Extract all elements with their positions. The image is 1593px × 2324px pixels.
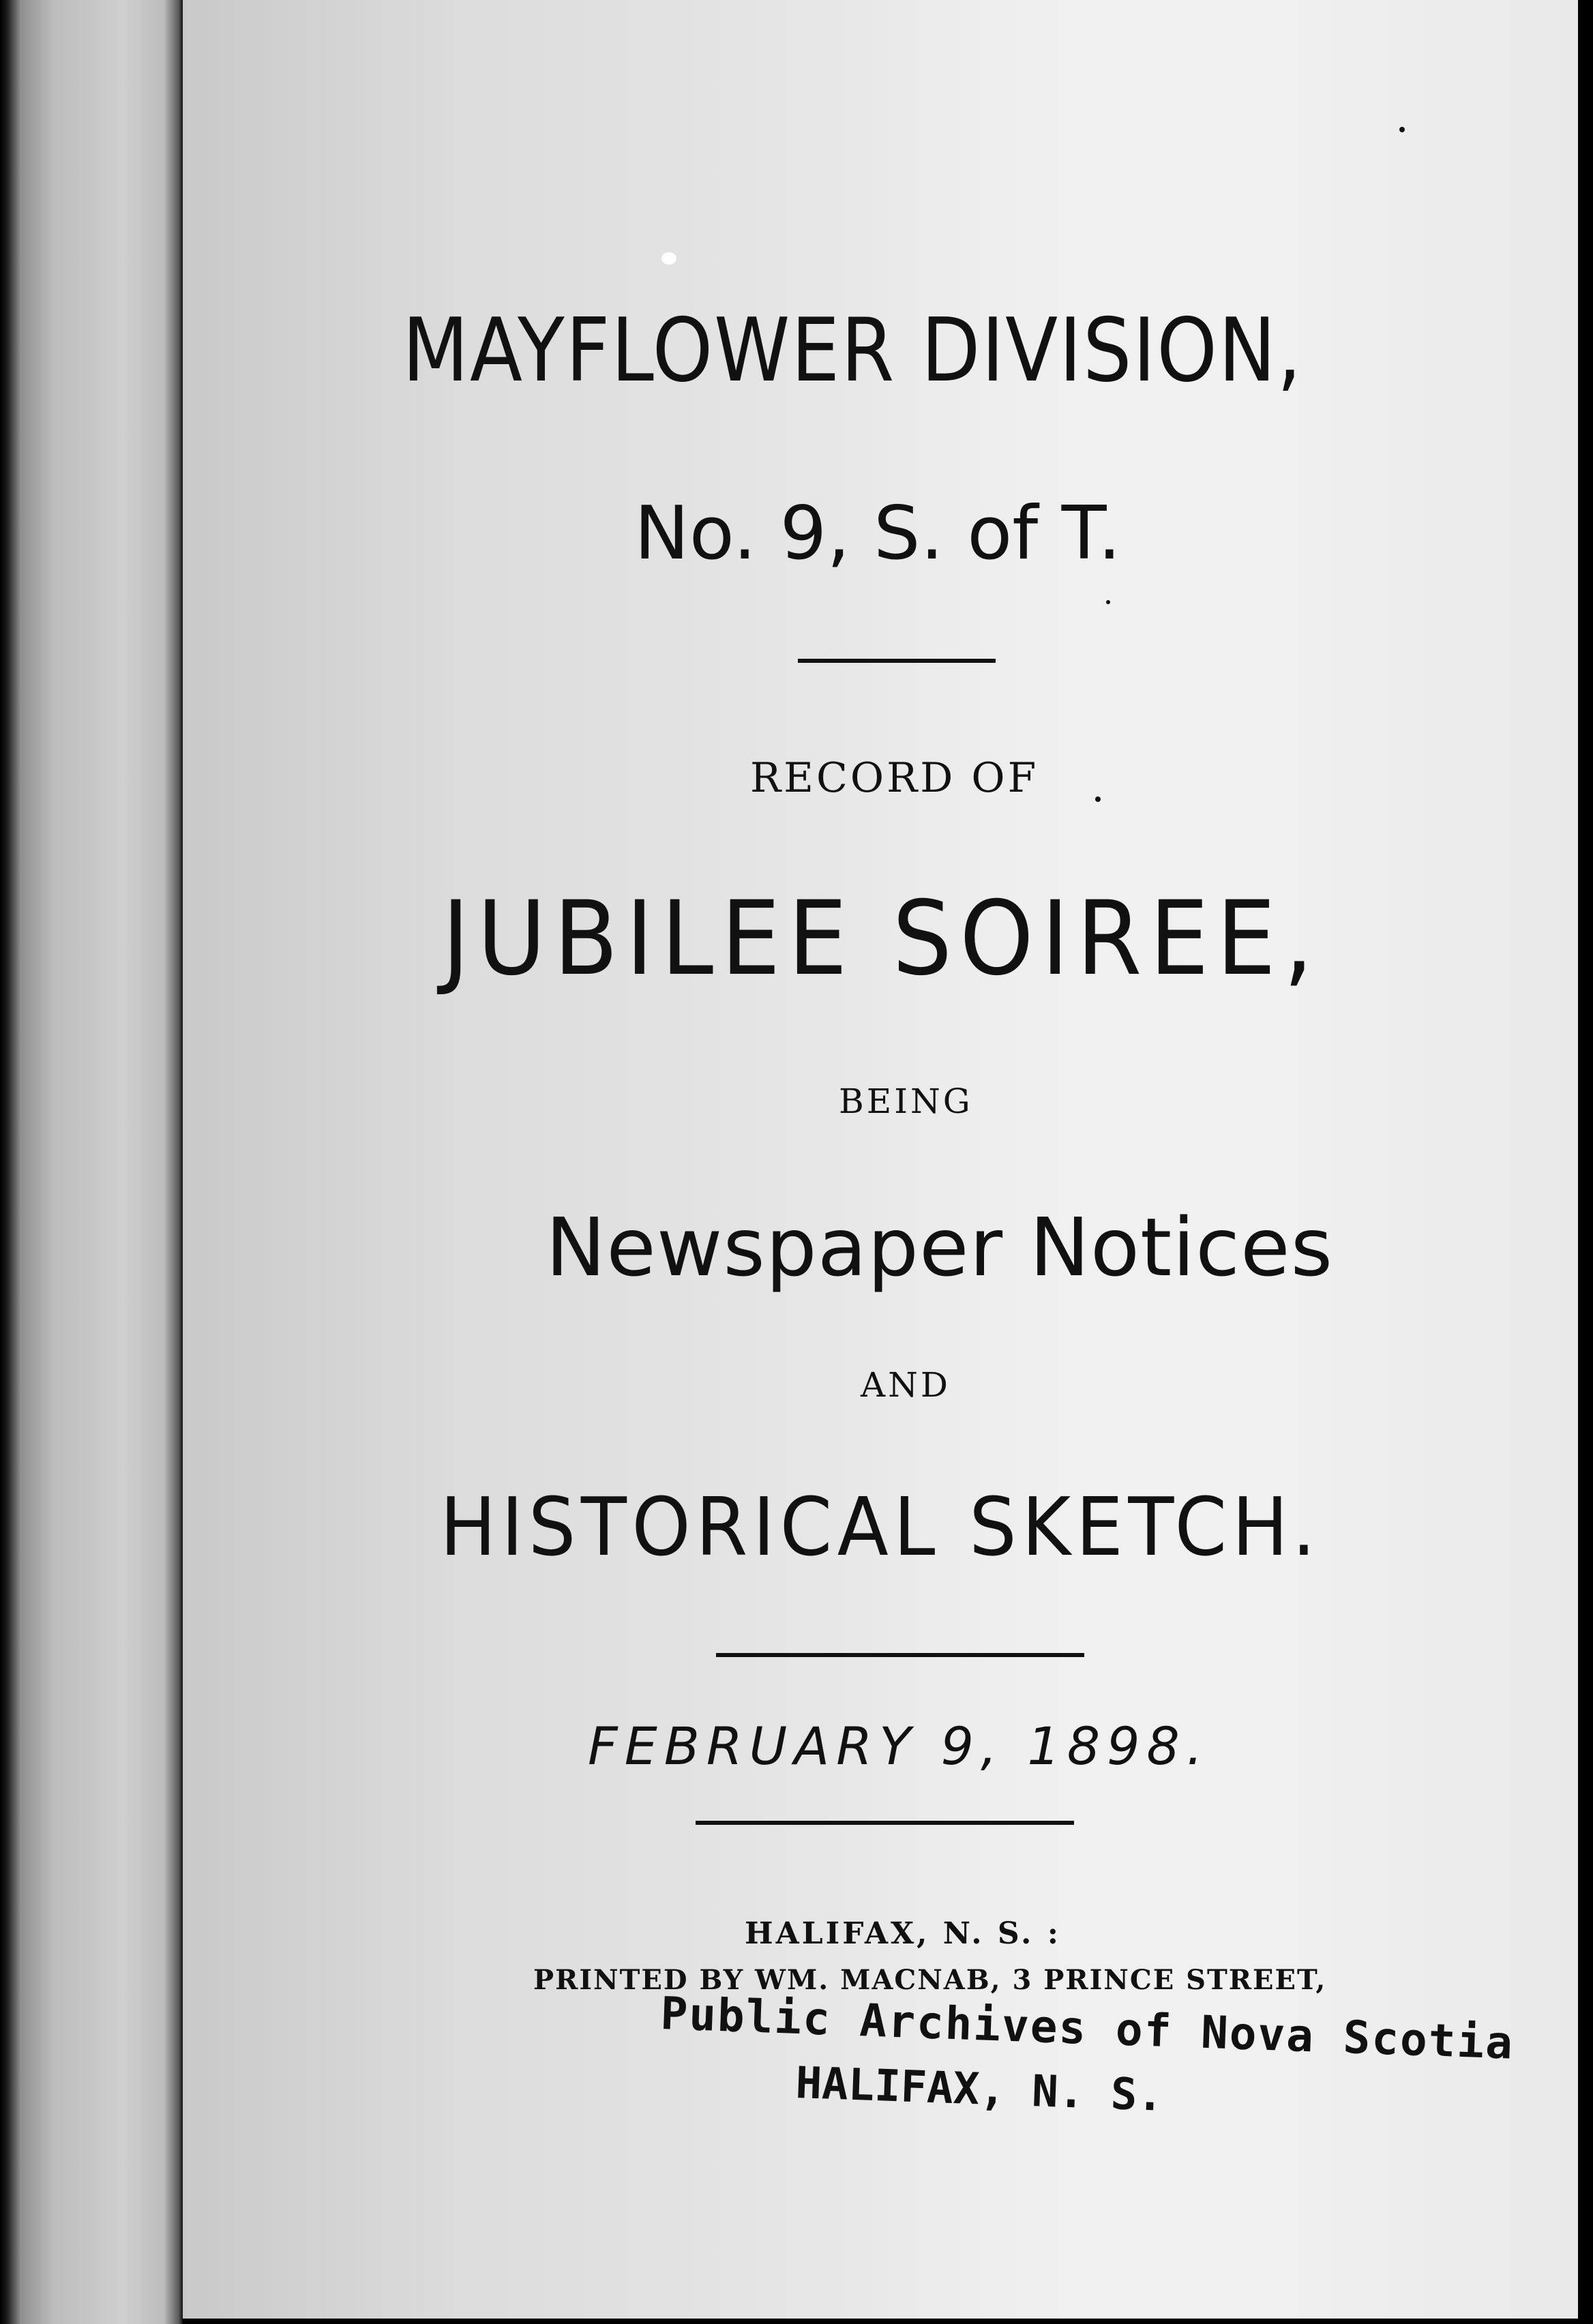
imprint-printer: PRINTED BY WM. MACNAB, 3 PRINCE STREET, — [533, 1964, 1327, 1996]
imprint-place: HALIFAX, N. S. : — [745, 1916, 1061, 1951]
division-title: MAYFLOWER DIVISION, — [402, 300, 1303, 402]
scan-speck — [1399, 127, 1405, 132]
divider-rule — [696, 1821, 1074, 1825]
main-title: JUBILEE SOIREE, — [442, 880, 1321, 998]
archive-stamp-line2: HALIFAX, N. S. — [794, 2058, 1165, 2121]
record-of-label: RECORD OF — [750, 754, 1039, 802]
archive-stamp-line1: Public Archives of Nova Scotia — [659, 1987, 1515, 2070]
page-edge — [1578, 0, 1593, 2324]
book-spine — [0, 0, 183, 2324]
division-number: No. 9, S. of T. — [634, 491, 1122, 576]
and-label: AND — [861, 1365, 951, 1405]
publication-date: FEBRUARY 9, 1898. — [588, 1716, 1210, 1776]
divider-rule — [716, 1653, 1084, 1657]
scan-speck — [661, 252, 676, 265]
newspaper-notices-heading: Newspaper Notices — [546, 1200, 1334, 1294]
scan-speck — [1106, 600, 1110, 604]
being-label: BEING — [839, 1082, 973, 1121]
historical-sketch-heading: HISTORICAL SKETCH. — [440, 1480, 1321, 1574]
divider-rule — [798, 659, 996, 663]
